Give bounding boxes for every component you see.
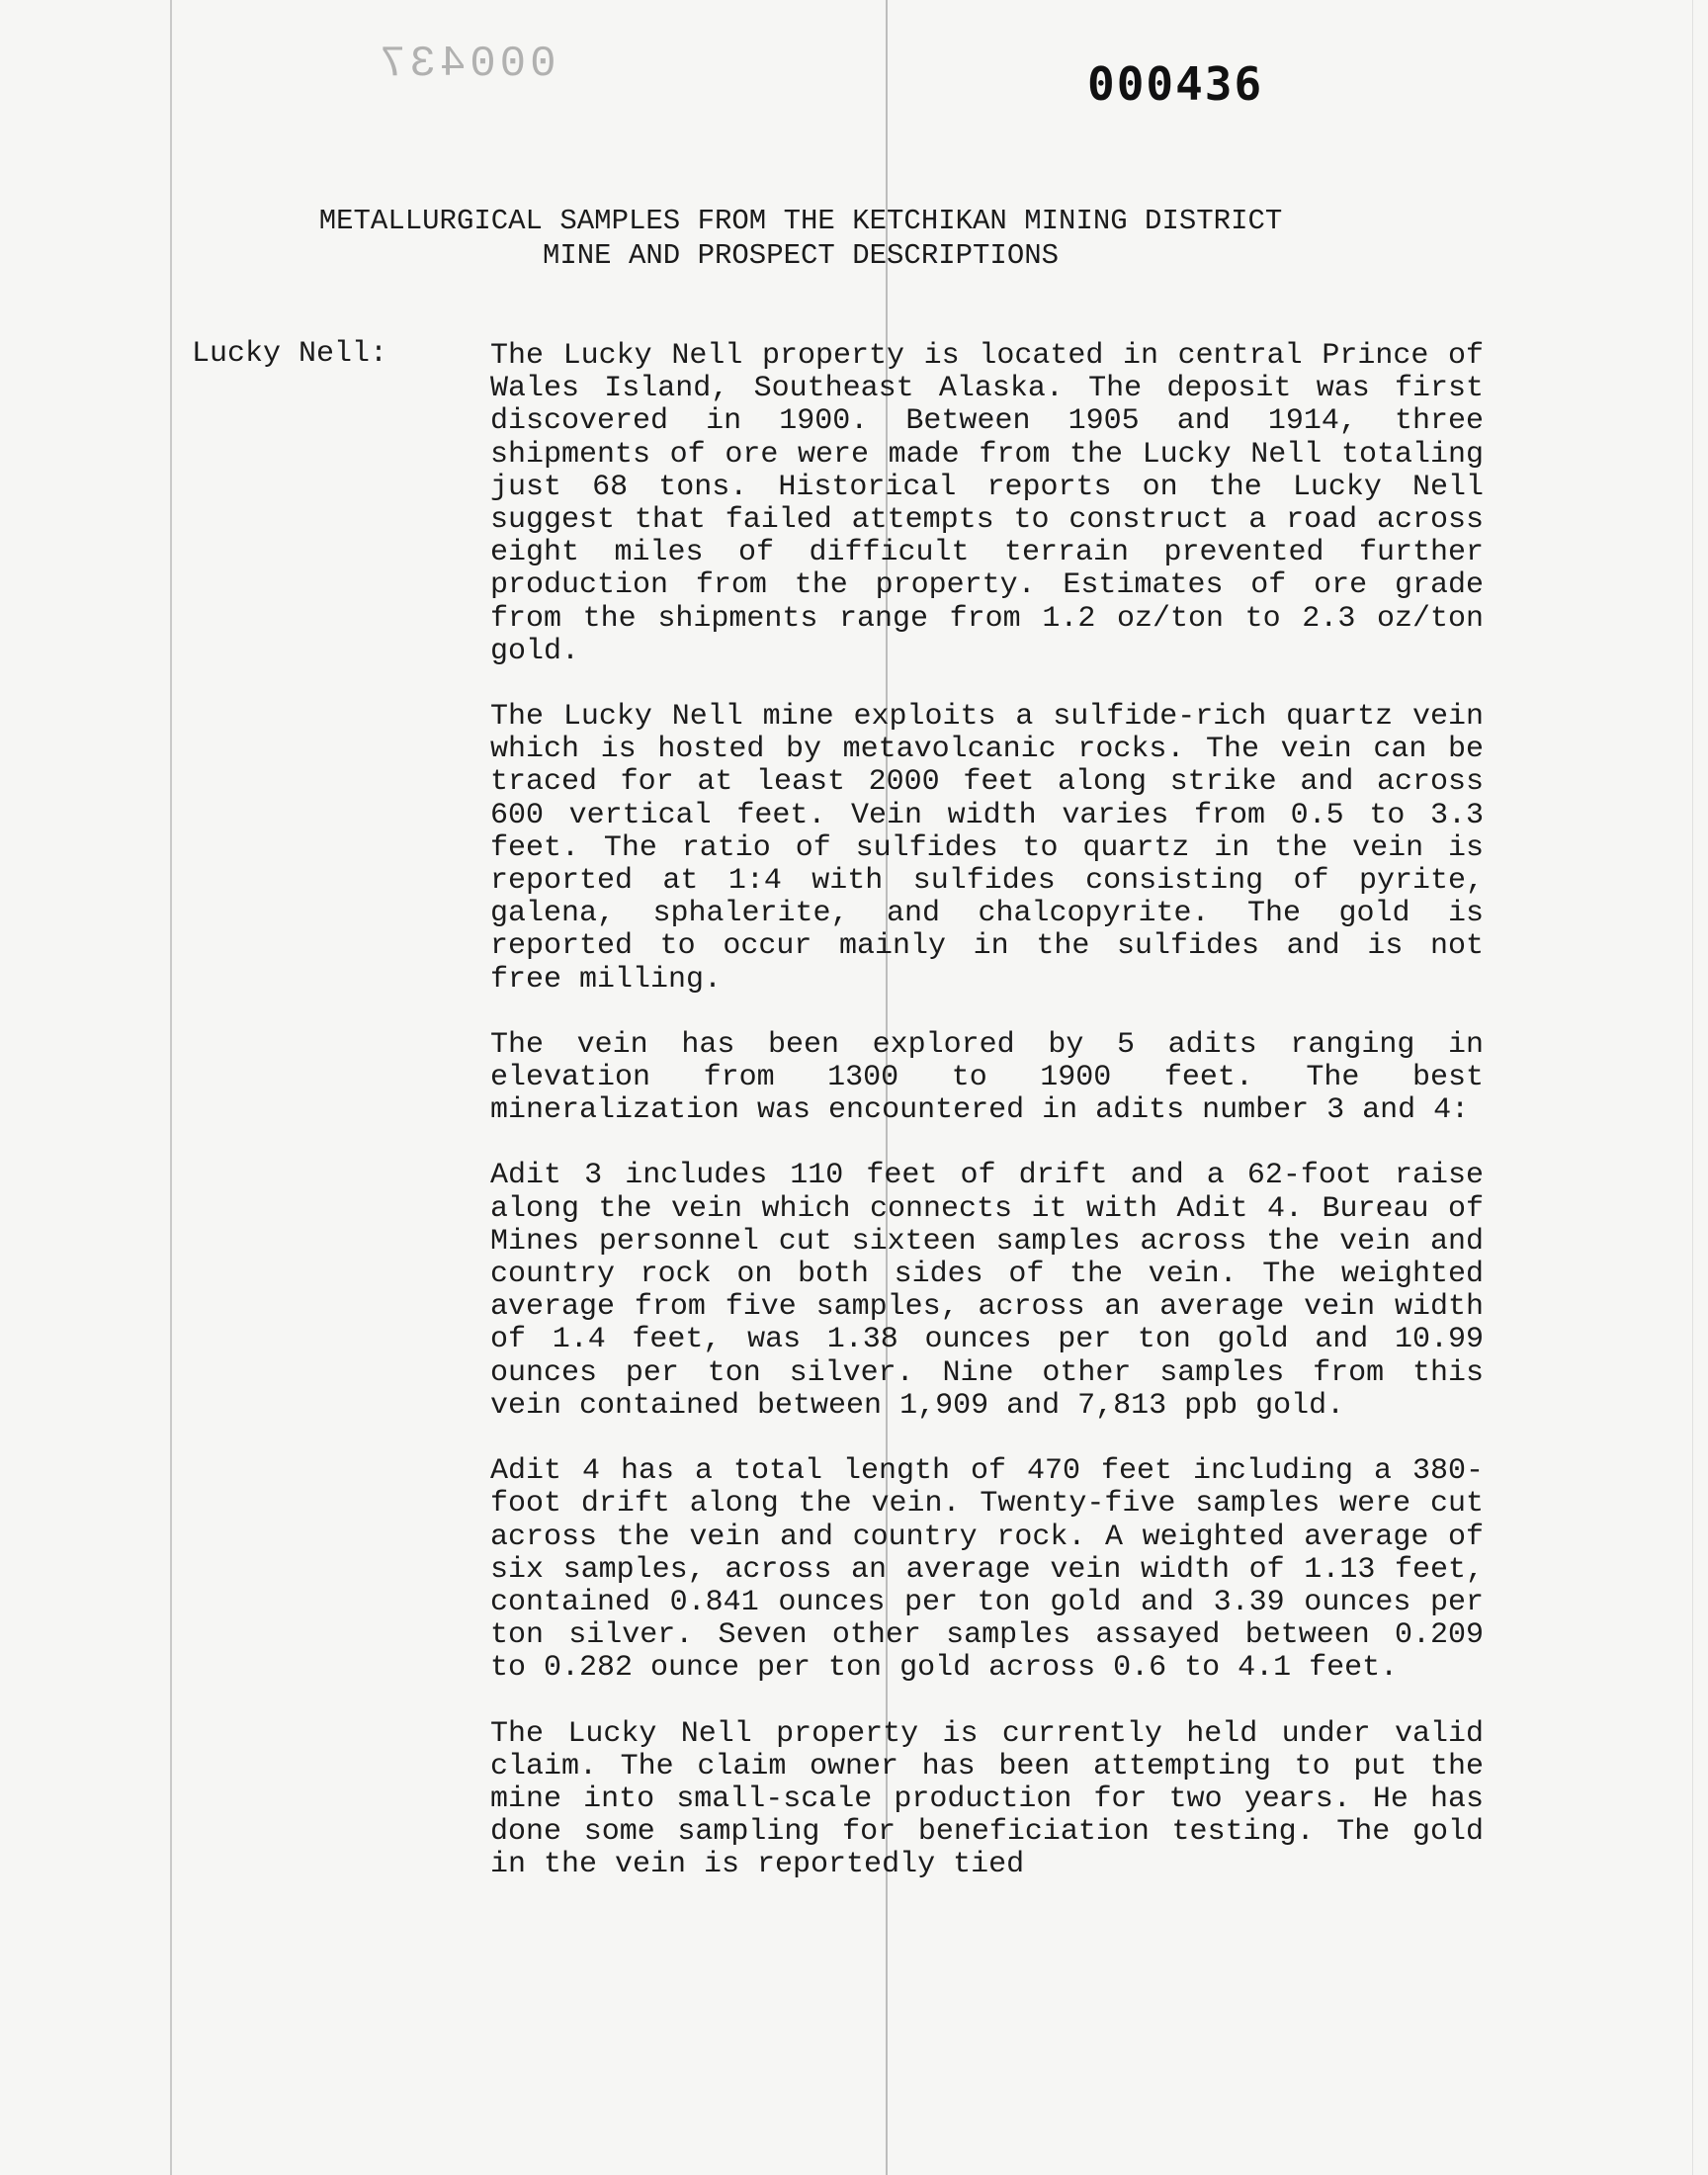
paragraph: Adit 4 has a total length of 470 feet including a 380-foot drift along the vein. Twenty-five samples were cut across the vein and country rock. A weighted average of six samples, across an average vein width of 1.13 feet, contained 0.841 ounces per ton gold and 3.39 ounces per ton silver. Seven other samples assayed between 0.209 to 0.282 ounce per ton gold across 0.6 to 4.1 feet. <box>490 1454 1484 1686</box>
title-line-2: MINE AND PROSPECT DESCRIPTIONS <box>542 239 1060 272</box>
scan-edge-line <box>1692 0 1693 2175</box>
page-stamp-number: 000436 <box>1087 57 1264 111</box>
paragraph: Adit 3 includes 110 feet of drift and a 62-foot raise along the vein which connects it with Adit 4. Bureau of Mines personnel cut sixteen samples across the vein and country rock on both sides of the vein. The weighted average from five samples, across an average vein width of 1.4 feet, was 1.38 ounces per ton gold and 10.99 ounces per ton silver. Nine other samples from this vein contained between 1,909 and 7,813 ppb gold. <box>490 1159 1484 1423</box>
document-title <box>198 204 1404 273</box>
section-body <box>490 340 1484 1915</box>
paragraph: The Lucky Nell property is currently held under valid claim. The claim owner has been attempting to put the mine into small-scale production for two years. He has done some sampling for beneficiation testing. The gold in the vein is reportedly tied <box>490 1716 1484 1882</box>
title-line-1: METALLURGICAL SAMPLES FROM THE KETCHIKAN MINING DISTRICT <box>318 205 1283 237</box>
paragraph: The vein has been explored by 5 adits ranging in elevation from 1300 to 1900 feet. The best mineralization was encountered in adits number 3 and 4: <box>490 1027 1484 1128</box>
section-label: Lucky Nell: <box>192 337 388 371</box>
paragraph: The Lucky Nell property is located in central Prince of Wales Island, Southeast Alaska. The deposit was first discovered in 1900. Between 1905 and 1914, three shipments of ore were made from the Lucky Nell totaling just 68 tons. Historical reports on the Lucky Nell suggest that failed attempts to construct a road across eight miles of difficult terrain prevented further production from the property. Estimates of ore grade from the shipments range from 1.2 oz/ton to 2.3 oz/ton gold. <box>490 339 1484 668</box>
scan-margin-line <box>170 0 172 2175</box>
bleed-through-stamp: 000437 <box>376 40 556 89</box>
paragraph: The Lucky Nell mine exploits a sulfide-rich quartz vein which is hosted by metavolcanic rocks. The vein can be traced for at least 2000 feet along strike and across 600 vertical feet. Vein width varies from 0.5 to 3.3 feet. The ratio of sulfides to quartz in the vein is reported at 1:4 with sulfides consisting of pyrite, galena, sphalerite, and chalcopyrite. The gold is reported to occur mainly in the sulfides and is not free milling. <box>490 700 1484 997</box>
